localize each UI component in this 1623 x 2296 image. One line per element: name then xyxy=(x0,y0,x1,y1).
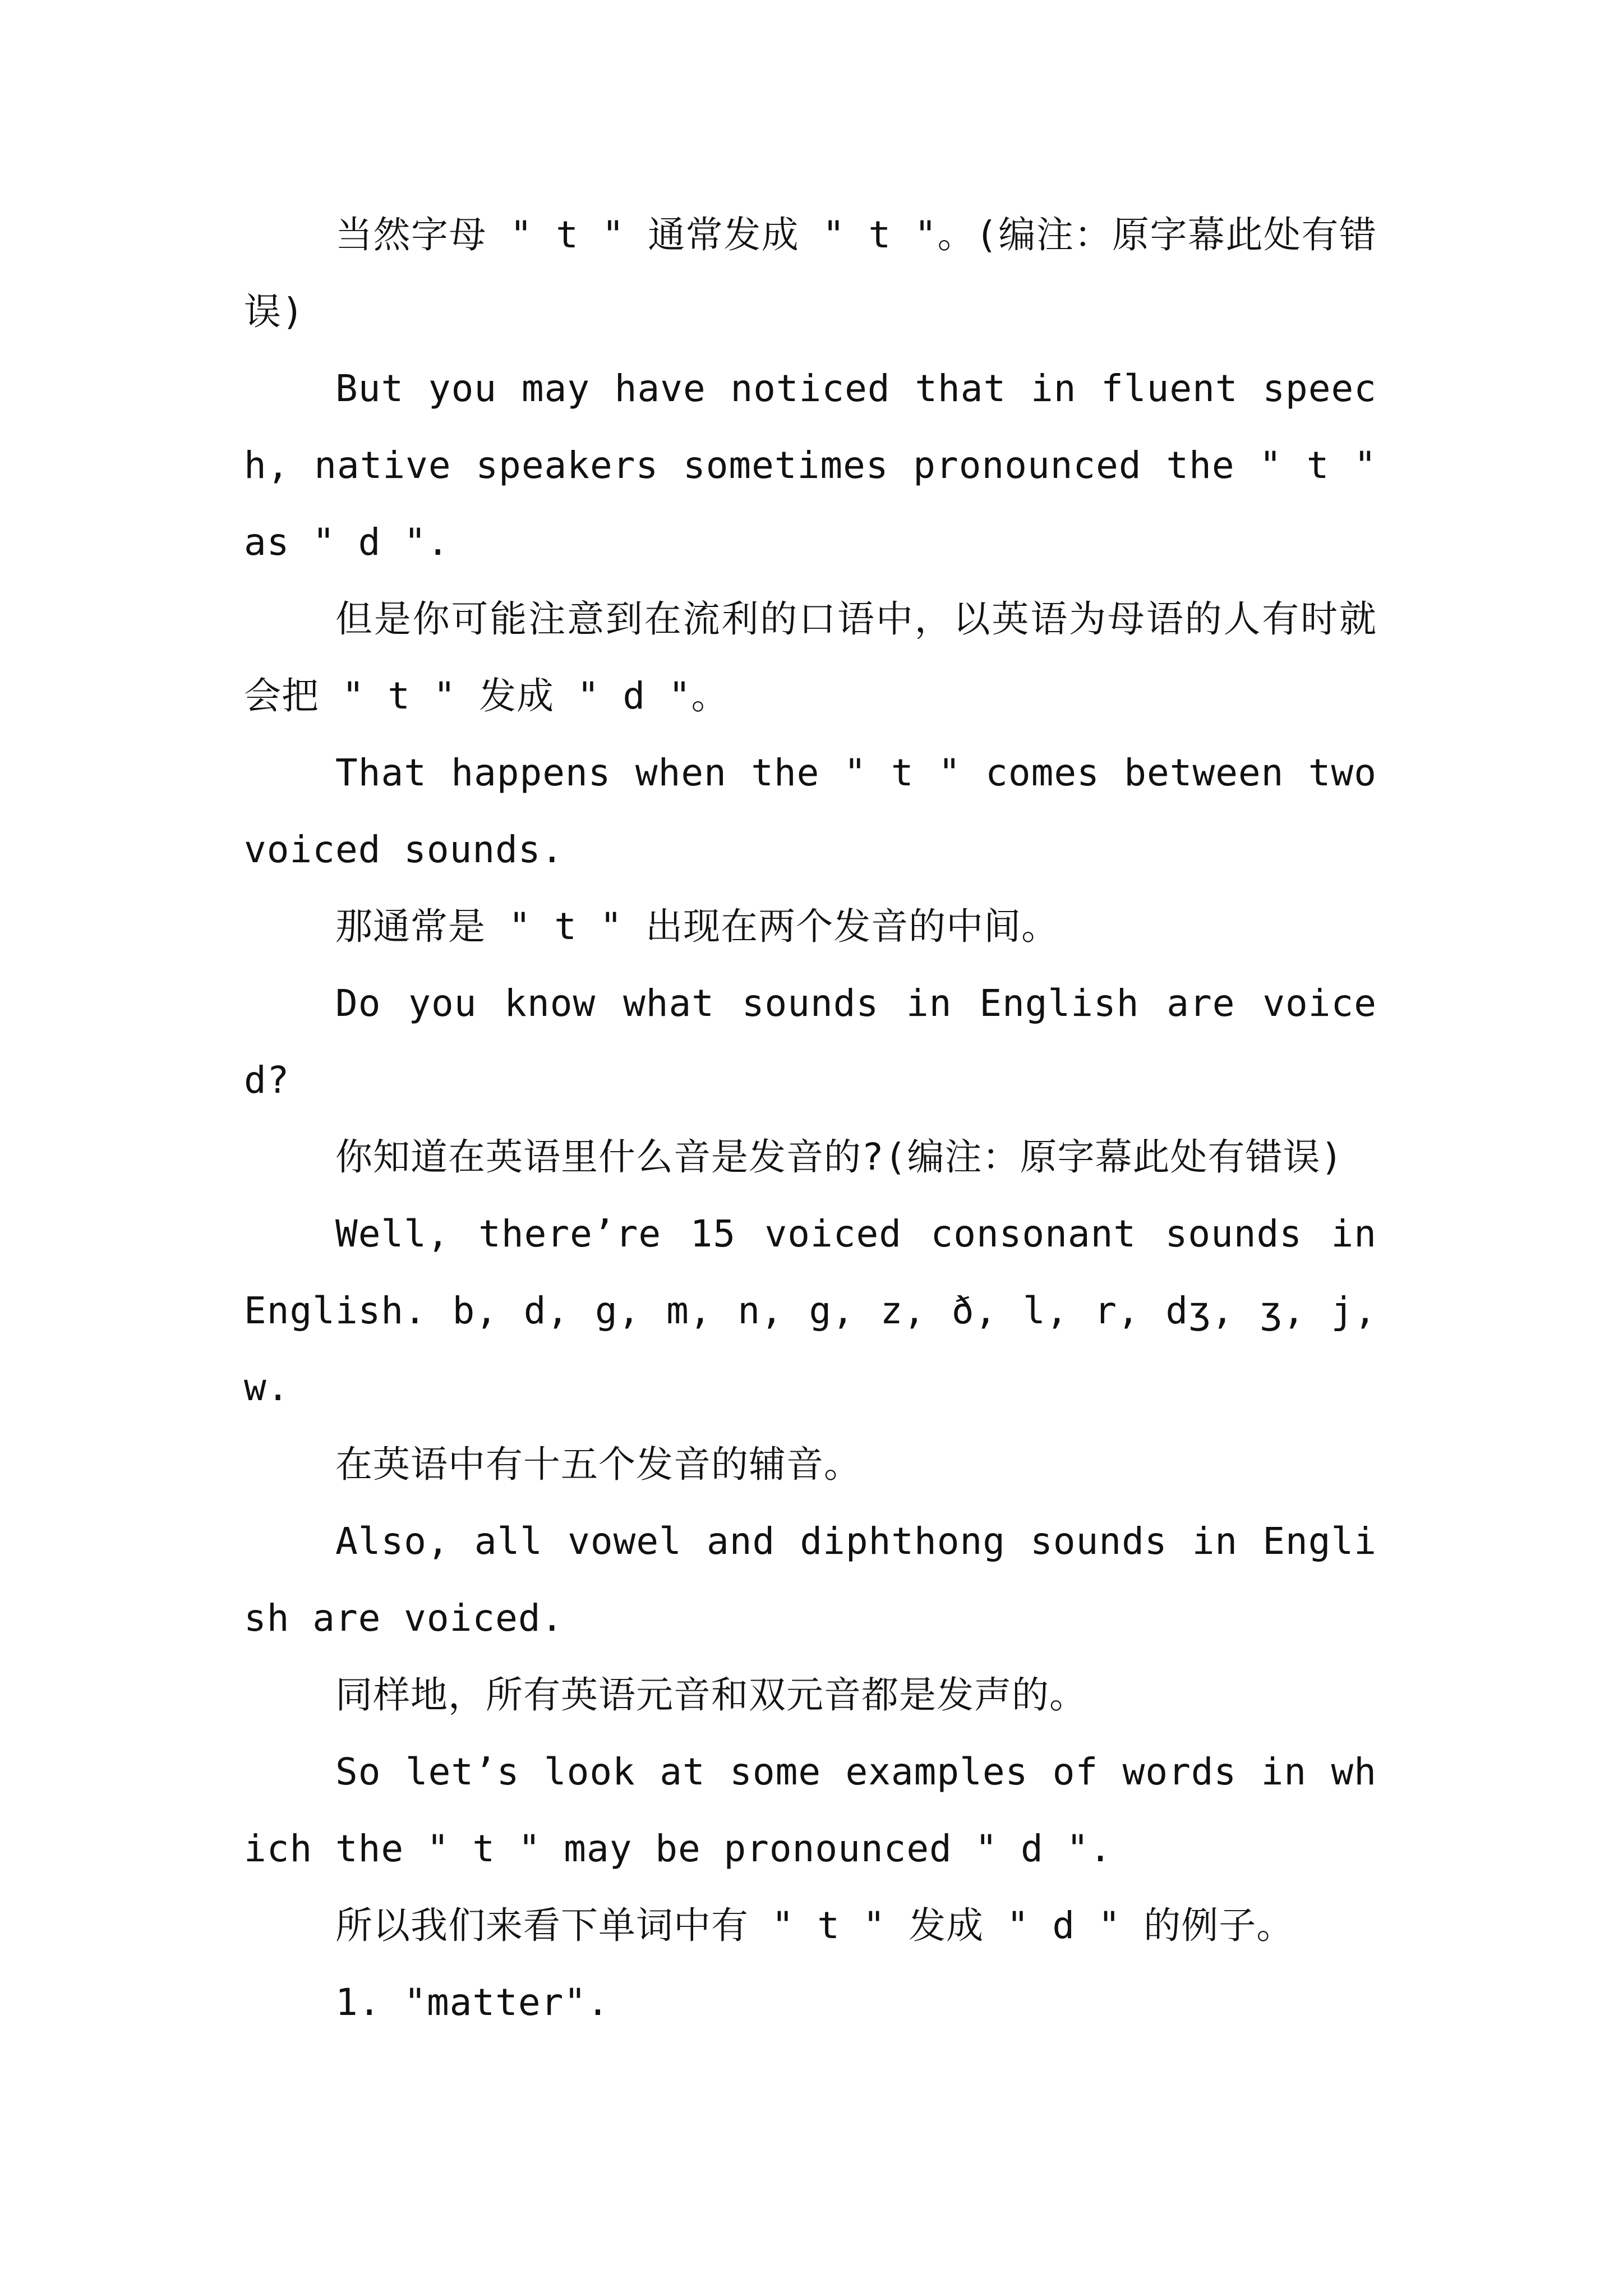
paragraph-14: 1. "matter". xyxy=(335,1981,610,2024)
document-body xyxy=(244,196,1377,2041)
paragraph-7: 你知道在英语里什么音是发音的?(编注：原字幕此处有错误) xyxy=(335,1135,1344,1179)
paragraph-6: Do you know what sounds in English are voiced? xyxy=(244,982,1377,1102)
paragraph-11: 同样地，所有英语元音和双元音都是发声的。 xyxy=(335,1673,1087,1717)
paragraph-2: But you may have noticed that in fluent speech, native speakers sometimes pronounced the " t " as " d ". xyxy=(244,367,1377,564)
paragraph-8: Well, there’re 15 voiced consonant sounds in English. b, d, g, m, n, g, z, ð, l, r, dʒ, ʒ, j, w. xyxy=(244,1212,1377,1409)
paragraph-12: So let’s look at some examples of words in which the " t " may be pronounced " d ". xyxy=(244,1750,1377,1870)
paragraph-3: 但是你可能注意到在流利的口语中，以英语为母语的人有时就会把 " t " 发成 " d "。 xyxy=(244,597,1377,717)
paragraph-1: 当然字母 " t " 通常发成 " t "。(编注：原字幕此处有错误) xyxy=(244,213,1377,333)
paragraph-4: That happens when the " t " comes between two voiced sounds. xyxy=(244,751,1377,871)
paragraph-5: 那通常是 " t " 出现在两个发音的中间。 xyxy=(335,905,1059,948)
paragraph-9: 在英语中有十五个发音的辅音。 xyxy=(335,1443,861,1486)
paragraph-10: Also, all vowel and diphthong sounds in English are voiced. xyxy=(244,1520,1377,1640)
paragraph-13: 所以我们来看下单词中有 " t " 发成 " d " 的例子。 xyxy=(335,1904,1294,1947)
